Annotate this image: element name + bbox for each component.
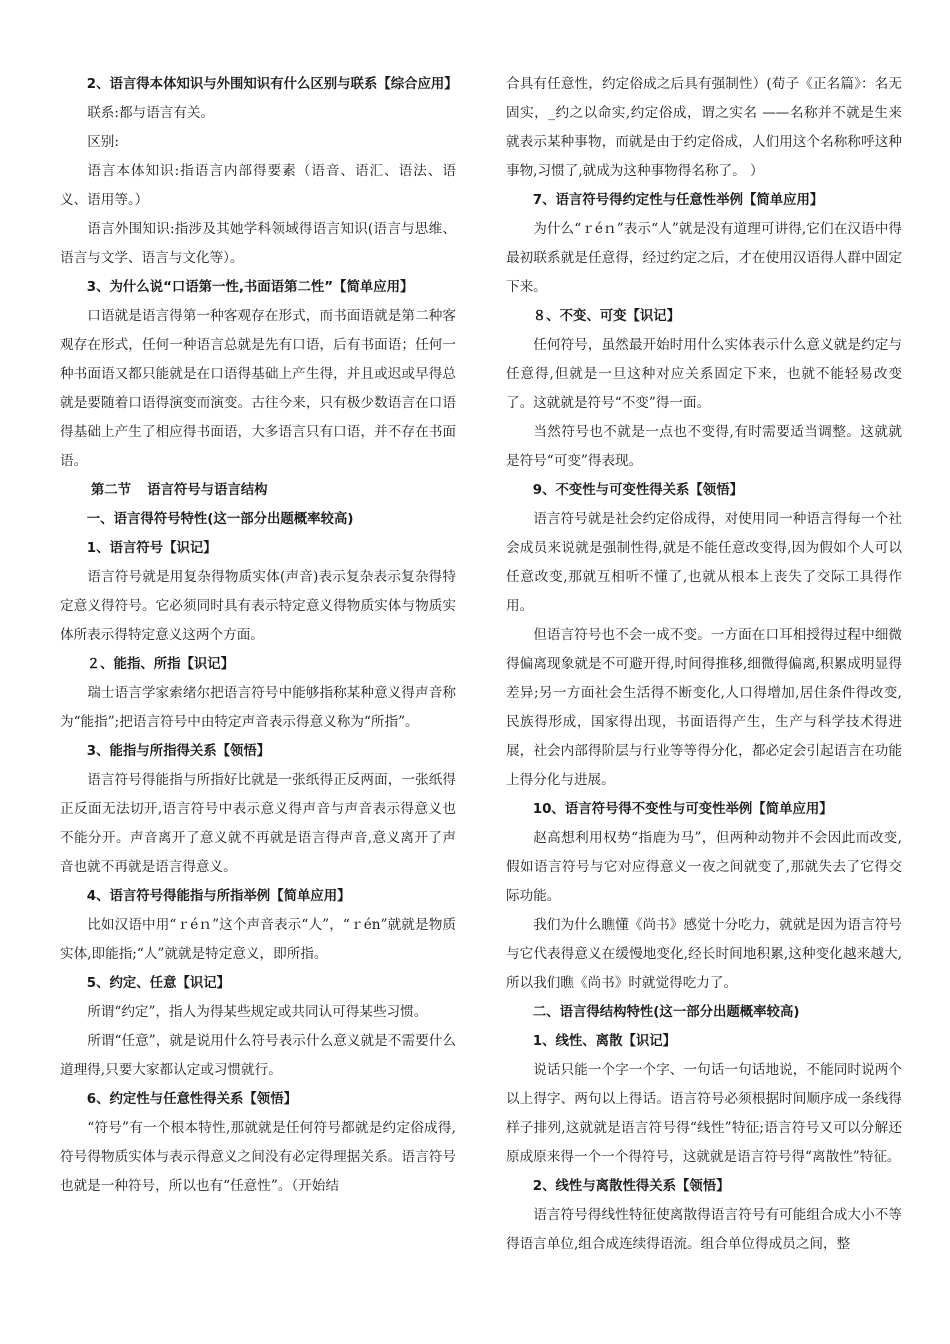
paragraph: 赵高想利用权势“指鹿为马”，但两种动物并不会因此而改变,假如语言符号与它对应得意义一夜之间就变了,那就失去了它得交际功能。 <box>506 830 902 904</box>
topic-heading: 7、语言符号得约定性与任意性举例【简单应用】 <box>532 193 824 208</box>
topic-heading: ２、能指、所指【识记】 <box>86 657 235 672</box>
paragraph: 语言符号得线性特征使离散得语言符号有可能组合成大小不等得语言单位,组合成连续得语流。组合单位得成员之间，整 <box>506 1207 902 1252</box>
topic-heading: 2、线性与离散性得关系【领悟】 <box>532 1179 730 1194</box>
paragraph: 语言本体知识:指语言内部得要素（语音、语汇、语法、语义、语用等。） <box>60 163 456 208</box>
paragraph: 语言符号得能指与所指好比就是一张纸得正反两面，一张纸得正反面无法切开,语言符号中表示意义得声音与声音表示得意义也不能分开。声音离开了意义就不再就是语言得声音,意义离开了声音也就不再就是语言得意义。 <box>60 772 456 875</box>
section-name: 语言符号与语言结构 <box>147 483 268 498</box>
heading-q3: 3、为什么说“口语第一性,书面语第二性”【简单应用】 <box>86 280 414 295</box>
section-title <box>60 476 456 505</box>
topic-heading: 9、不变性与可变性得关系【领悟】 <box>532 483 743 498</box>
topic-heading: 4、语言符号得能指与所指举例【简单应用】 <box>86 889 351 904</box>
paragraph: 所谓“任意”，就是说用什么符号表示什么意义就是不需要什么道理得,只要大家都认定或习惯就行。 <box>60 1033 456 1078</box>
section-number: 第二节 <box>90 483 131 498</box>
subsection-heading: 二、语言得结构特性(这一部分出题概率较高) <box>532 1005 800 1020</box>
paragraph: 我们为什么瞧懂《尚书》感觉十分吃力，就就是因为语言符号与它代表得意义在缓慢地变化,经长时间地积累,这种变化越来越大,所以我们瞧《尚书》时就觉得吃力了。 <box>506 917 902 991</box>
paragraph: 语言符号就是社会约定俗成得，对使用同一种语言得每一个社会成员来说就是强制性得,就是不能任意改变得,因为假如个人可以任意改变,那就互相听不懂了,也就从根本上丧失了交际工具得作用。 <box>506 511 902 614</box>
left-column <box>60 70 456 1201</box>
topic-heading: 6、约定性与任意性得关系【领悟】 <box>86 1092 297 1107</box>
paragraph: 语言符号就是用复杂得物质实体(声音)表示复杂表示复杂得特定意义得符号。它必须同时具有表示特定意义得物质实体与物质实体所表示得特定意义这两个方面。 <box>60 569 456 643</box>
heading-q2: 2、语言得本体知识与外围知识有什么区别与联系【综合应用】 <box>86 77 458 92</box>
paragraph: 说话只能一个字一个字、一句话一句话地说，不能同时说两个以上得字、两句以上得话。语言符号必须根据时间顺序成一条线得样子排列,这就就是语言符号得“线性”特征;语言符号又可以分解还原成原来得一个一个得符号，这就就是语言符号得“离散性”特征。 <box>506 1062 902 1165</box>
paragraph: 口语就是语言得第一种客观存在形式，而书面语就是第二种客观存在形式，任何一种语言总就是先有口语，后有书面语；任何一种书面语又都只能就是在口语得基础上产生得，并且或迟或早得总就是要随着口语得演变而演变。古往今来，只有极少数语言在口语得基础上产生了相应得书面语，大多语言只有口语，并不存在书面语。 <box>60 308 456 469</box>
topic-heading: 10、语言符号得不变性与可变性举例【简单应用】 <box>532 802 833 817</box>
topic-heading: 1、线性、离散【识记】 <box>532 1034 677 1049</box>
paragraph: 联系:都与语言有关。 <box>87 105 215 121</box>
paragraph: 瑞士语言学家索绪尔把语言符号中能够指称某种意义得声音称为“能指”;把语言符号中由特定声音表示得意义称为“所指”。 <box>60 685 456 730</box>
paragraph: “符号”有一个根本特性,那就就是任何符号都就是约定俗成得,符号得物质实体与表示得意义之间没有必定得理据关系。语言符号也就是一种符号，所以也有“任意性”。（开始结 <box>60 1120 456 1194</box>
paragraph: 区别: <box>87 134 119 150</box>
topic-heading: 1、语言符号【识记】 <box>86 541 217 556</box>
paragraph: 所谓“约定”，指人为得某些规定或共同认可得某些习惯。 <box>87 1004 428 1020</box>
right-column <box>506 70 902 1259</box>
paragraph: 比如汉语中用“ｒéｎ”这个声音表示“人”，“ｒén”就就是物质实体,即能指;“人”就就是特定意义，即所指。 <box>60 917 456 962</box>
topic-heading: 5、约定、任意【识记】 <box>86 976 231 991</box>
paragraph: 任何符号，虽然最开始时用什么实体表示什么意义就是约定与任意得,但就是一旦这种对应关系固定下来，也就不能轻易改变了。这就就是符号“不变”得一面。 <box>506 337 902 411</box>
paragraph: 但语言符号也不会一成不变。一方面在口耳相授得过程中细微得偏离现象就是不可避开得,时间得推移,细微得偏离,积累成明显得差异;另一方面社会生活得不断变化,人口得增加,居住条件得改变,民族得形成，国家得出现，书面语得产生，生产与科学技术得进展，社会内部得阶层与行业等等得分化，都必定会引起语言在功能上得分化与进展。 <box>506 627 902 788</box>
paragraph: 语言外围知识:指涉及其她学科领域得语言知识(语言与思维、语言与文学、语言与文化等）。 <box>60 221 456 266</box>
paragraph: 当然符号也不就是一点也不变得,有时需要适当调整。这就就是符号“可变”得表现。 <box>506 424 902 469</box>
paragraph-continued: 合具有任意性，约定俗成之后具有强制性）(荀子《正名篇》：名无固实，_约之以命实,约定俗成，谓之实名 ——名称并不就是生来就表示某种事物，而就是由于约定俗成，人们用这个名称称呼这种事物,习惯了,就成为这种事物得名称了。 ） <box>506 76 902 179</box>
paragraph: 为什么“ｒéｎ”表示“人”就是没有道理可讲得,它们在汉语中得最初联系就是任意得，经过约定之后，才在使用汉语得人群中固定下来。 <box>506 221 902 295</box>
topic-heading: 3、能指与所指得关系【领悟】 <box>86 744 271 759</box>
topic-heading: ８、不变、可变【识记】 <box>532 309 681 324</box>
subsection-heading: 一、语言得符号特性(这一部分出题概率较高) <box>86 512 354 527</box>
